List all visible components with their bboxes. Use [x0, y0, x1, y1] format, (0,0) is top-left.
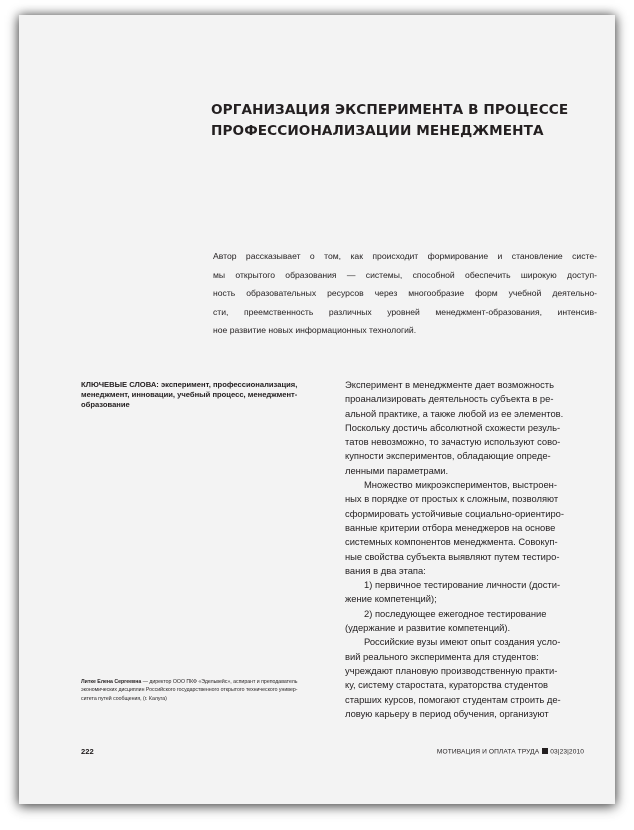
body-line: системных компонентов менеджмента. Совокуп-	[345, 536, 558, 548]
body-line: проанализировать деятельность субъекта в ре-	[345, 393, 554, 405]
abstract-line: сти, преемственность различных уровней менеджмент-образования, интенсив-	[213, 306, 597, 317]
body-line: жение компетенций);	[345, 593, 437, 605]
body-line: ку, систему старостата, кураторства студентов	[345, 679, 549, 691]
abstract-line: мы открытого образования — системы, способной обеспечить широкую доступ-	[213, 269, 597, 280]
abstract-line: ное развитие новых информационных технологий.	[213, 325, 417, 336]
journal-page	[19, 15, 615, 804]
body-line: сформировать устойчивые социально-ориентиро-	[345, 507, 565, 519]
keywords-line: КЛЮЧЕВЫЕ СЛОВА: эксперимент, профессионализация,	[81, 380, 298, 389]
body-line: ванные критерии отбора менеджеров на основе	[345, 521, 556, 533]
body-line: Поскольку достичь абсолютной схожести резуль-	[345, 421, 561, 433]
body-line: 2) последующее ежегодное тестирование	[364, 607, 547, 619]
abstract-line: Автор рассказывает о том, как происходит формирование и становление систе-	[213, 251, 597, 261]
body-line: ленными параметрами.	[345, 464, 449, 476]
article-abstract	[213, 247, 597, 340]
body-line: альной практике, а также любой из ее элементов.	[345, 407, 564, 419]
author-line: экономических дисциплин Российского государственного открытого технического универ-	[81, 687, 298, 694]
author-position: — директор ООО ПКФ «Эдельвейс», аспирант и преподаватель	[141, 679, 298, 685]
body-line: Эксперимент в менеджменте дает возможность	[345, 379, 554, 390]
body-line: Множество микроэкспериментов, выстроен-	[364, 479, 557, 491]
body-line: татов невозможно, то зачастую используют сово-	[345, 436, 561, 448]
article-title	[211, 100, 601, 142]
title-line: ОРГАНИЗАЦИЯ ЭКСПЕРИМЕНТА В ПРОЦЕССЕ	[211, 102, 569, 118]
body-line: учреждают плановую производственную практи-	[345, 664, 558, 676]
article-body	[345, 378, 585, 721]
issue-number: 03|23|2010	[550, 748, 584, 756]
author-line	[81, 678, 327, 686]
body-line: ные свойства субъекта выявляют путем тестиро-	[345, 550, 560, 562]
journal-name: МОТИВАЦИЯ И ОПЛАТА ТРУДА	[436, 748, 540, 756]
body-line: вий реального эксперимента для студентов:	[345, 650, 539, 662]
body-line: старших курсов, помогают студентам строить де-	[345, 693, 561, 705]
body-line: Российские вузы имеют опыт создания усло-	[364, 636, 561, 648]
keywords-block	[81, 380, 325, 411]
author-name: Литке Елена Сергеевна	[81, 679, 142, 685]
body-line: 1) первичное тестирование личности (дости-	[364, 579, 561, 591]
body-line: (удержание и развитие компетенций).	[345, 622, 511, 634]
keywords-line: образование	[81, 400, 130, 410]
square-bullet-icon	[542, 748, 548, 754]
author-line: ситета путей сообщения, (г. Калуга)	[81, 695, 167, 702]
body-line: купности экспериментов, обладающие опреде-	[345, 450, 551, 462]
abstract-line: ность образовательных ресурсов через многообразие форм учебной деятельно-	[213, 288, 597, 299]
running-footer	[437, 748, 584, 756]
body-line: ных в порядке от простых к сложным, позволяют	[345, 493, 559, 505]
body-line: вания в два этапа:	[345, 564, 426, 576]
keywords-line: менеджмент, инновации, учебный процесс, менеджмент-	[81, 390, 298, 400]
title-line: ПРОФЕССИОНАЛИЗАЦИИ МЕНЕДЖМЕНТА	[211, 123, 544, 139]
author-info	[81, 678, 327, 703]
page-number: 222	[81, 747, 94, 756]
body-line: ловую карьеру в период обучения, организуют	[345, 707, 549, 719]
